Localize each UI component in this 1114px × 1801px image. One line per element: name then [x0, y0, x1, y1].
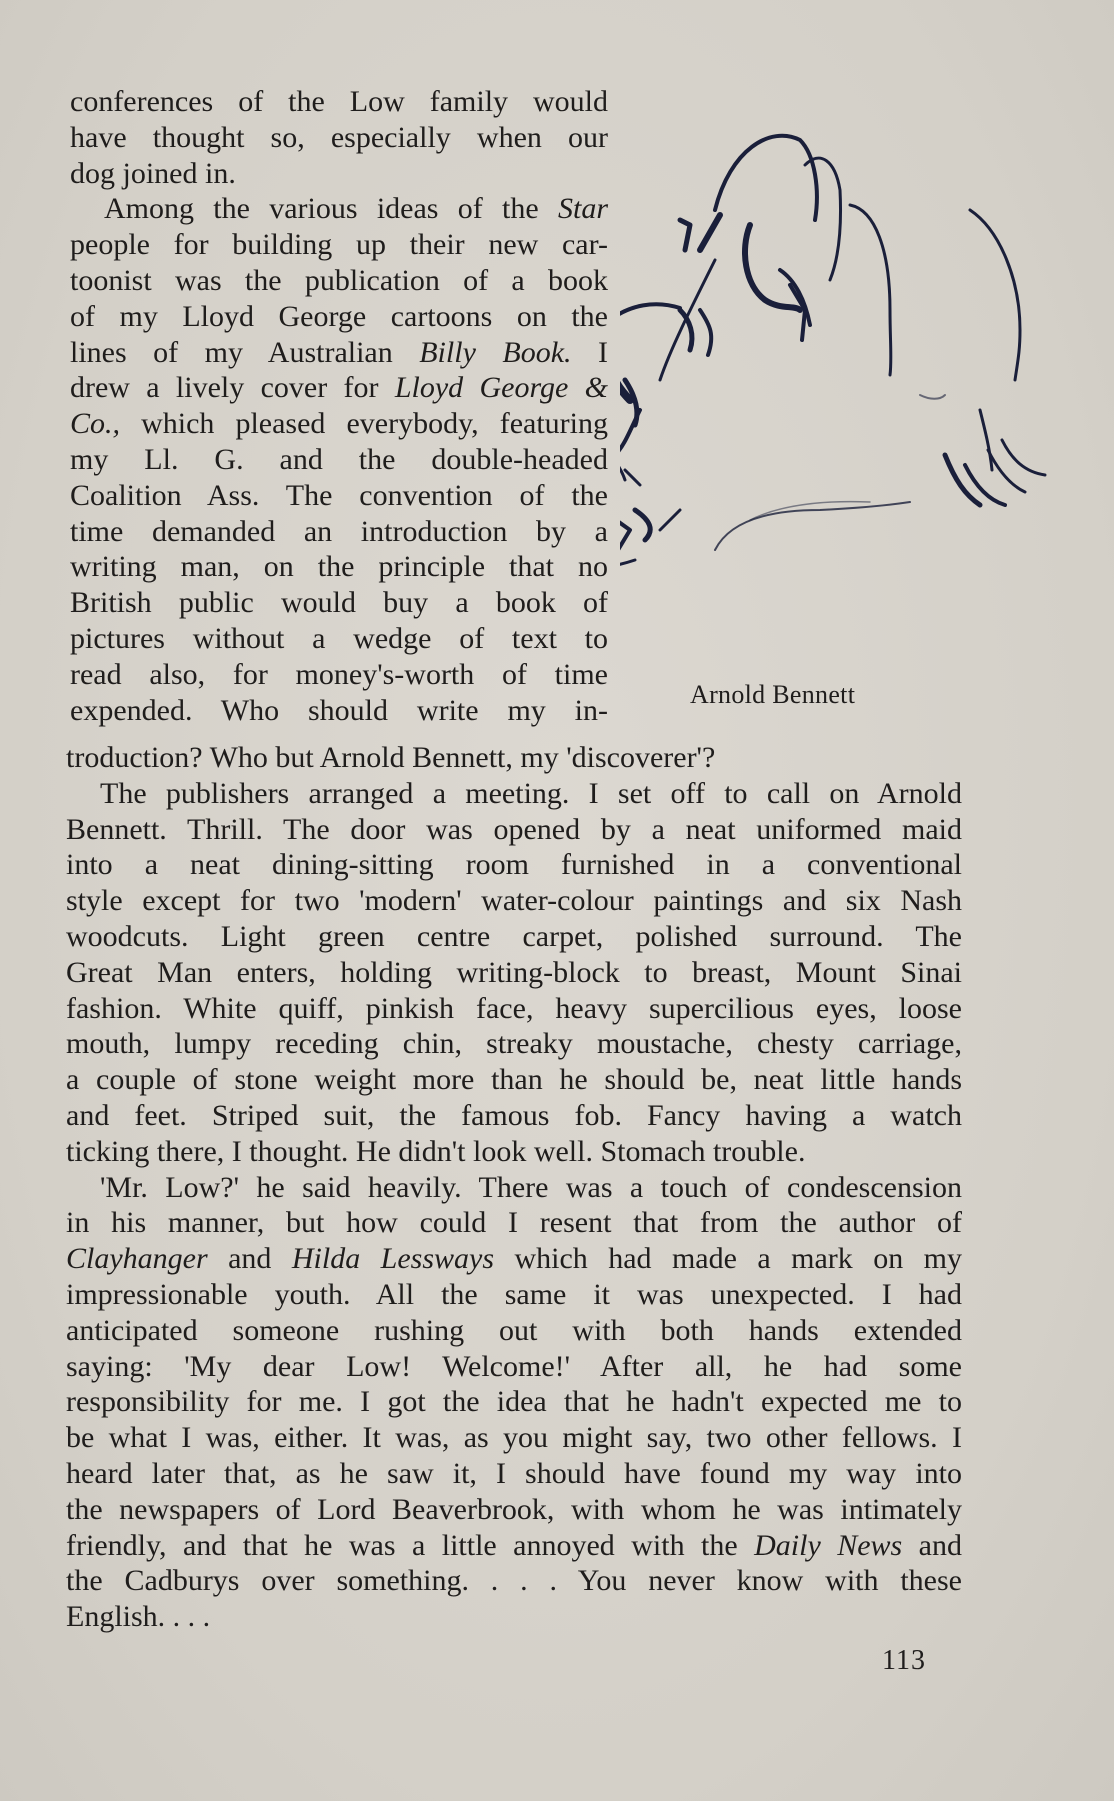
- top-text-column: [70, 84, 608, 728]
- text-line: lines of my Australian Billy Book. I: [70, 335, 608, 369]
- text-line: Coalition Ass. The convention of the: [70, 478, 608, 512]
- text-line: the newspapers of Lord Beaverbrook, with whom he was intimately: [66, 1492, 962, 1526]
- text-line: dog joined in.: [70, 156, 236, 190]
- text-line: in his manner, but how could I resent that from the author of: [66, 1206, 962, 1240]
- text-line: read also, for money's-worth of time: [70, 657, 608, 691]
- page-number: 113: [882, 1645, 926, 1676]
- text-line: Great Man enters, holding writing-block to breast, Mount Sinai: [66, 955, 962, 989]
- text-line: Co., which pleased everybody, featuring: [70, 407, 608, 441]
- text-line: 'Mr. Low?' he said heavily. There was a touch of condescension: [100, 1170, 962, 1204]
- text-line: responsibility for me. I got the idea that he hadn't expected me to: [66, 1385, 962, 1419]
- text-line: people for building up their new car-: [70, 228, 608, 262]
- text-line: troduction? Who but Arnold Bennett, my 'discoverer'?: [66, 741, 716, 774]
- text-line: mouth, lumpy receding chin, streaky moustache, chesty carriage,: [66, 1027, 962, 1061]
- text-line: Clayhanger and Hilda Lessways which had made a mark on my: [66, 1242, 962, 1276]
- text-line: time demanded an introduction by a: [70, 514, 608, 548]
- text-line: into a neat dining-sitting room furnished in a conventional: [66, 848, 962, 882]
- text-line: friendly, and that he was a little annoyed with the Daily News and: [66, 1528, 962, 1562]
- text-line: my Ll. G. and the double-headed: [70, 442, 608, 476]
- text-line: of my Lloyd George cartoons on the: [70, 299, 608, 333]
- text-line: The publishers arranged a meeting. I set off to call on Arnold: [100, 776, 962, 810]
- text-line: a couple of stone weight more than he should be, neat little hands: [66, 1063, 962, 1097]
- illustration-caption: Arnold Bennett: [690, 680, 856, 709]
- text-line: writing man, on the principle that no: [70, 550, 608, 584]
- text-line: expended. Who should write my in-: [70, 693, 608, 727]
- text-line: anticipated someone rushing out with both hands extended: [66, 1313, 962, 1347]
- text-line: English. . . .: [66, 1600, 211, 1634]
- text-line: Among the various ideas of the Star: [104, 192, 608, 226]
- text-line: ticking there, I thought. He didn't look well. Stomach trouble.: [66, 1134, 806, 1168]
- text-line: woodcuts. Light green centre carpet, polished surround. The: [66, 919, 962, 953]
- lower-text-column: [66, 740, 962, 1635]
- text-line: be what I was, either. It was, as you might say, two other fellows. I: [66, 1421, 962, 1455]
- text-line: and feet. Striped suit, the famous fob. Fancy having a watch: [66, 1098, 962, 1132]
- portrait-sketch-icon: [620, 110, 1060, 670]
- text-line: fashion. White quiff, pinkish face, heavy supercilious eyes, loose: [66, 991, 962, 1025]
- text-line: heard later that, as he saw it, I should have found my way into: [66, 1456, 962, 1490]
- text-line: have thought so, especially when our: [70, 120, 608, 154]
- text-line: pictures without a wedge of text to: [70, 621, 608, 655]
- text-line: conferences of the Low family would: [70, 85, 608, 118]
- text-line: impressionable youth. All the same it was unexpected. I had: [66, 1277, 962, 1311]
- text-line: Bennett. Thrill. The door was opened by a neat uniformed maid: [66, 812, 962, 846]
- text-line: saying: 'My dear Low! Welcome!' After all, he had some: [66, 1349, 962, 1383]
- text-line: style except for two 'modern' water-colour paintings and six Nash: [66, 884, 962, 918]
- text-line: drew a lively cover for Lloyd George &: [70, 371, 608, 405]
- text-line: British public would buy a book of: [70, 586, 608, 620]
- text-line: toonist was the publication of a book: [70, 263, 608, 297]
- text-line: the Cadburys over something. . . . You never know with these: [66, 1564, 962, 1598]
